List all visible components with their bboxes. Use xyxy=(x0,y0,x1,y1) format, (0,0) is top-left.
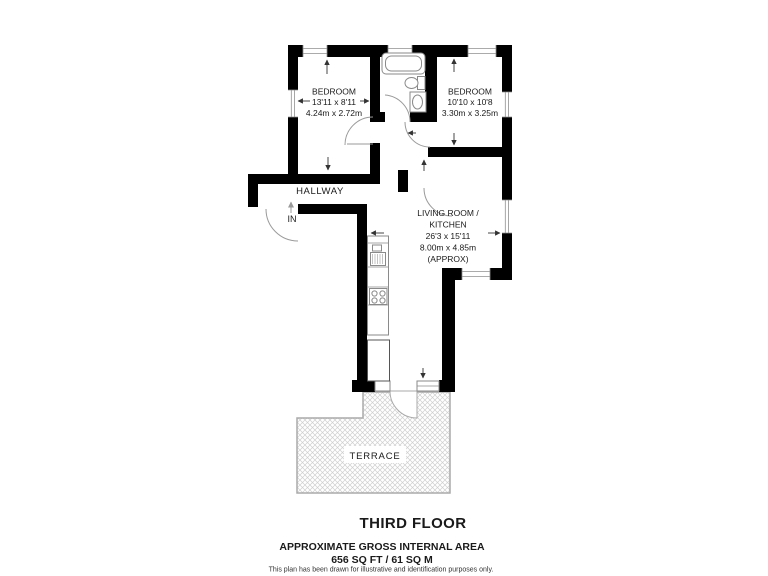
bathroom-door-arc xyxy=(385,95,410,122)
footer xyxy=(269,515,494,574)
bedroom2-door-arc xyxy=(405,122,430,147)
area-heading: APPROXIMATE GROSS INTERNAL AREA xyxy=(279,541,485,553)
window-living-right xyxy=(502,200,512,233)
terrace-label: TERRACE xyxy=(349,451,401,462)
wall-bedroom1-right-lower xyxy=(370,143,380,184)
bedroom1-dims-ft: 13'11 x 8'11 xyxy=(311,97,357,107)
bedroom1-dims-m: 4.24m x 2.72m xyxy=(305,108,363,118)
window-living-bottom xyxy=(462,268,490,280)
window-bedroom2-top xyxy=(468,45,496,57)
bedroom2-dims-m: 3.30m x 3.25m xyxy=(441,108,499,118)
living-line2: KITCHEN xyxy=(429,219,467,230)
living-approx: (APPROX) xyxy=(427,254,469,264)
living-dims-m: 8.00m x 4.85m xyxy=(419,242,477,253)
terrace-hatch xyxy=(297,392,450,493)
window-bedroom2-right xyxy=(502,92,512,117)
entry-in-label: IN xyxy=(287,214,297,224)
disclaimer-text: This plan has been drawn for illustrative and identification purposes only. xyxy=(268,566,494,574)
bedroom1-door-arc xyxy=(345,117,373,145)
wall-hallway-bottom xyxy=(298,204,362,214)
bedroom2-dims-ft: 10'10 x 10'8 xyxy=(447,97,493,107)
wall-bathroom-right xyxy=(425,45,437,122)
floor-title: THIRD FLOOR xyxy=(359,515,467,532)
wall-living-door-stub xyxy=(398,170,408,192)
wall-kitchen-left xyxy=(357,204,367,392)
wall-right xyxy=(502,45,512,280)
window-bedroom1-left xyxy=(288,90,298,117)
bathroom-fixtures xyxy=(382,53,426,112)
wall-hallway-left xyxy=(248,174,258,207)
kitchen-cabinet xyxy=(368,340,390,381)
bathtub-icon xyxy=(382,53,425,74)
terrace-area xyxy=(297,391,450,493)
bedroom2-name: BEDROOM xyxy=(448,86,492,97)
terrace-door-leaf xyxy=(375,381,390,391)
wall-bottom-left xyxy=(352,380,375,392)
hallway-label: HALLWAY xyxy=(296,186,344,197)
wall-living-right-lower xyxy=(442,268,455,392)
hob-icon xyxy=(370,289,388,305)
windows xyxy=(288,45,512,280)
wall-bedroom1-bottom xyxy=(248,174,380,184)
window-bedroom1-top xyxy=(303,45,327,57)
bedroom1-name: BEDROOM xyxy=(312,86,356,97)
wall-bedroom1-right-upper xyxy=(370,45,380,122)
living-line1: LIVING ROOM / xyxy=(417,208,479,218)
wall-bedroom2-bottom xyxy=(428,147,512,157)
living-dims-ft: 26'3 x 15'11 xyxy=(425,231,471,241)
toilet-icon xyxy=(405,77,425,90)
kitchen-fixtures xyxy=(368,236,390,381)
terrace-door-threshold xyxy=(417,381,439,391)
area-value: 656 SQ FT / 61 SQ M xyxy=(331,554,433,566)
basin-icon xyxy=(410,92,426,112)
